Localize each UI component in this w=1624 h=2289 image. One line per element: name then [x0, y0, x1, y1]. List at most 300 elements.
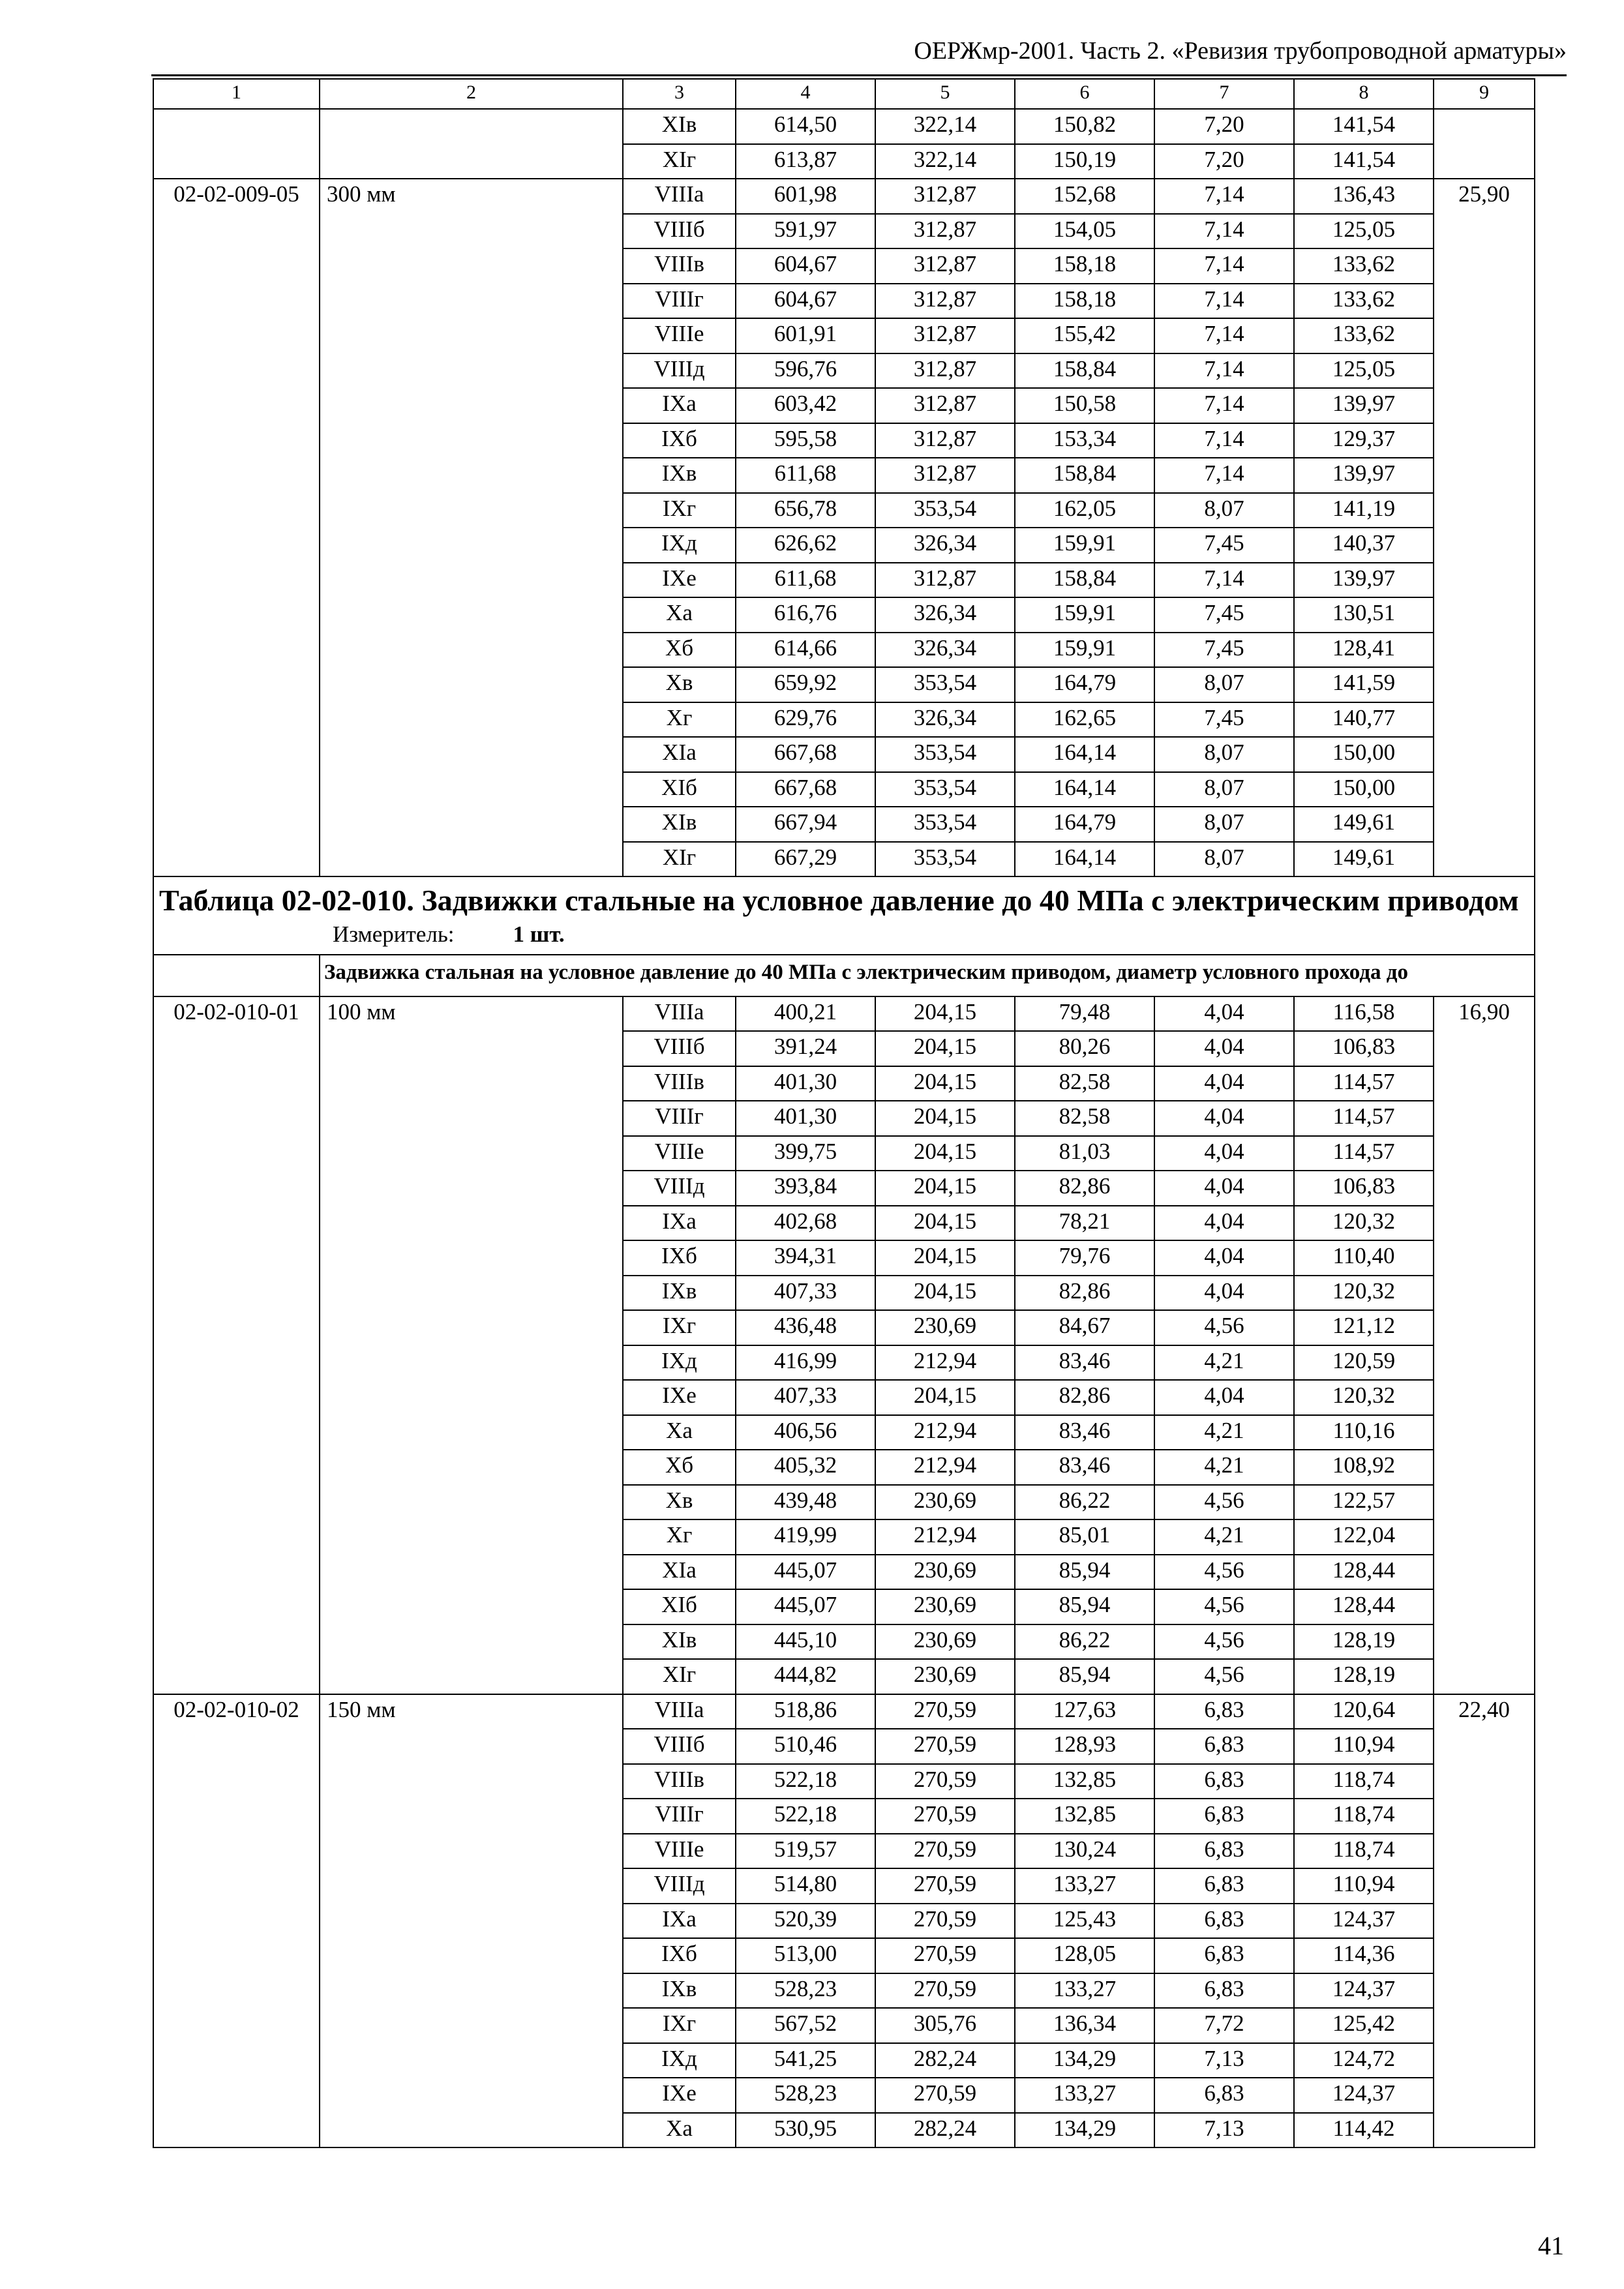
value-cell: 611,68: [736, 458, 875, 493]
value-cell: 8,07: [1154, 772, 1294, 807]
value-cell: 270,59: [875, 1904, 1015, 1939]
value-cell: 149,61: [1294, 807, 1434, 842]
value-cell: 81,03: [1015, 1136, 1154, 1171]
value-cell: 149,61: [1294, 842, 1434, 877]
value-cell: 353,54: [875, 772, 1015, 807]
value-cell: 85,94: [1015, 1589, 1154, 1624]
zone-cell: XIв: [623, 807, 736, 842]
value-cell: 353,54: [875, 842, 1015, 877]
value-cell: 6,83: [1154, 1904, 1294, 1939]
zone-cell: XIб: [623, 1589, 736, 1624]
value-cell: 7,20: [1154, 144, 1294, 179]
page-header: ОЕРЖмр-2001. Часть 2. «Ревизия трубопроводной арматуры»: [914, 37, 1567, 65]
value-cell: 82,58: [1015, 1101, 1154, 1136]
value-cell: 128,93: [1015, 1729, 1154, 1764]
value-cell: 114,57: [1294, 1136, 1434, 1171]
value-cell: 158,84: [1015, 563, 1154, 598]
value-cell: 4,21: [1154, 1450, 1294, 1485]
value-cell: 128,44: [1294, 1555, 1434, 1590]
zone-cell: IXв: [623, 1973, 736, 2009]
column-number: 4: [736, 79, 875, 109]
value-cell: 326,34: [875, 597, 1015, 633]
measure-line: [333, 919, 1529, 950]
column-number: 7: [1154, 79, 1294, 109]
value-cell: 106,83: [1294, 1171, 1434, 1206]
value-cell: 7,14: [1154, 388, 1294, 423]
value-cell: 141,59: [1294, 667, 1434, 702]
value-cell: 7,14: [1154, 563, 1294, 598]
value-cell: 591,97: [736, 214, 875, 249]
value-cell: 6,83: [1154, 2078, 1294, 2113]
value-cell: 282,24: [875, 2113, 1015, 2148]
value-cell: 6,83: [1154, 1973, 1294, 2009]
value-cell: 312,87: [875, 423, 1015, 458]
value-cell: 659,92: [736, 667, 875, 702]
column-number: 9: [1434, 79, 1535, 109]
value-cell: 312,87: [875, 318, 1015, 353]
value-cell: 164,79: [1015, 667, 1154, 702]
value-cell: 230,69: [875, 1624, 1015, 1660]
value-cell: 124,37: [1294, 1904, 1434, 1939]
value-cell: 7,14: [1154, 353, 1294, 389]
value-cell: 667,29: [736, 842, 875, 877]
value-cell: 150,82: [1015, 109, 1154, 144]
value-cell: 8,07: [1154, 667, 1294, 702]
value-cell: 7,45: [1154, 528, 1294, 563]
value-cell: 4,04: [1154, 996, 1294, 1032]
value-cell: 108,92: [1294, 1450, 1434, 1485]
value-cell: 7,45: [1154, 702, 1294, 738]
value-cell: 4,04: [1154, 1206, 1294, 1241]
value-cell: 204,15: [875, 996, 1015, 1032]
zone-cell: VIIIв: [623, 1066, 736, 1101]
value-cell: 164,79: [1015, 807, 1154, 842]
value-cell: 133,27: [1015, 2078, 1154, 2113]
value-cell: 118,74: [1294, 1799, 1434, 1834]
value-cell: 444,82: [736, 1659, 875, 1694]
value-cell: 204,15: [875, 1136, 1015, 1171]
value-cell: 82,86: [1015, 1171, 1154, 1206]
zone-cell: VIIIд: [623, 1171, 736, 1206]
value-cell: 8,07: [1154, 842, 1294, 877]
value-cell: 393,84: [736, 1171, 875, 1206]
value-cell: 124,37: [1294, 1973, 1434, 2009]
value-cell: 230,69: [875, 1310, 1015, 1345]
rates-table: [153, 78, 1535, 2148]
value-cell: 282,24: [875, 2043, 1015, 2078]
value-cell: 4,56: [1154, 1555, 1294, 1590]
zone-cell: XIв: [623, 109, 736, 144]
value-cell: 159,91: [1015, 528, 1154, 563]
value-cell: 164,14: [1015, 737, 1154, 772]
zone-cell: IXа: [623, 1904, 736, 1939]
value-cell: 139,97: [1294, 388, 1434, 423]
value-cell: 204,15: [875, 1276, 1015, 1311]
page-number: 41: [1538, 2231, 1564, 2260]
value-cell: 312,87: [875, 388, 1015, 423]
value-cell: 85,94: [1015, 1555, 1154, 1590]
subtitle-empty-cell: [153, 955, 320, 996]
value-cell: 439,48: [736, 1485, 875, 1520]
value-cell: 436,48: [736, 1310, 875, 1345]
value-cell: 322,14: [875, 144, 1015, 179]
column-number: 1: [153, 79, 320, 109]
zone-cell: Xг: [623, 702, 736, 738]
zone-cell: VIIIг: [623, 1101, 736, 1136]
mass-cell: 25,90: [1434, 179, 1535, 876]
value-cell: 80,26: [1015, 1031, 1154, 1066]
value-cell: 164,14: [1015, 842, 1154, 877]
value-cell: 122,04: [1294, 1519, 1434, 1555]
value-cell: 114,57: [1294, 1066, 1434, 1101]
table-row: [153, 179, 1535, 214]
value-cell: 567,52: [736, 2008, 875, 2043]
value-cell: 7,45: [1154, 597, 1294, 633]
rate-description: 300 мм: [320, 179, 623, 876]
value-cell: 120,32: [1294, 1380, 1434, 1415]
value-cell: 270,59: [875, 1729, 1015, 1764]
value-cell: 114,57: [1294, 1101, 1434, 1136]
value-cell: 667,68: [736, 737, 875, 772]
value-cell: 79,48: [1015, 996, 1154, 1032]
zone-cell: IXв: [623, 1276, 736, 1311]
value-cell: 8,07: [1154, 807, 1294, 842]
value-cell: 133,27: [1015, 1868, 1154, 1904]
value-cell: 133,62: [1294, 318, 1434, 353]
table-title-cell: [153, 876, 1535, 955]
zone-cell: VIIIв: [623, 1764, 736, 1799]
value-cell: 118,74: [1294, 1764, 1434, 1799]
value-cell: 528,23: [736, 1973, 875, 2009]
value-cell: 83,46: [1015, 1345, 1154, 1381]
value-cell: 270,59: [875, 1834, 1015, 1869]
zone-cell: XIв: [623, 1624, 736, 1660]
value-cell: 230,69: [875, 1555, 1015, 1590]
mass-cell: 22,40: [1434, 1694, 1535, 2148]
value-cell: 416,99: [736, 1345, 875, 1381]
value-cell: 124,37: [1294, 2078, 1434, 2113]
value-cell: 613,87: [736, 144, 875, 179]
value-cell: 6,83: [1154, 1764, 1294, 1799]
value-cell: 353,54: [875, 737, 1015, 772]
value-cell: 116,58: [1294, 996, 1434, 1032]
column-number: 8: [1294, 79, 1434, 109]
value-cell: 6,83: [1154, 1694, 1294, 1729]
value-cell: 204,15: [875, 1031, 1015, 1066]
value-cell: 158,18: [1015, 284, 1154, 319]
value-cell: 270,59: [875, 1973, 1015, 2009]
value-cell: 7,14: [1154, 318, 1294, 353]
value-cell: 230,69: [875, 1589, 1015, 1624]
zone-cell: IXе: [623, 2078, 736, 2113]
value-cell: 159,91: [1015, 597, 1154, 633]
value-cell: 204,15: [875, 1171, 1015, 1206]
value-cell: 150,00: [1294, 772, 1434, 807]
value-cell: 130,24: [1015, 1834, 1154, 1869]
value-cell: 614,66: [736, 633, 875, 668]
zone-cell: IXд: [623, 2043, 736, 2078]
value-cell: 204,15: [875, 1380, 1015, 1415]
value-cell: 401,30: [736, 1066, 875, 1101]
value-cell: 212,94: [875, 1415, 1015, 1450]
value-cell: 110,94: [1294, 1868, 1434, 1904]
subtitle-row: [153, 955, 1535, 996]
value-cell: 353,54: [875, 493, 1015, 528]
zone-cell: Xа: [623, 2113, 736, 2148]
value-cell: 596,76: [736, 353, 875, 389]
value-cell: 4,21: [1154, 1415, 1294, 1450]
rate-code: 02-02-010-01: [153, 996, 320, 1694]
value-cell: 614,50: [736, 109, 875, 144]
value-cell: 7,14: [1154, 179, 1294, 214]
value-cell: 86,22: [1015, 1485, 1154, 1520]
value-cell: 604,67: [736, 248, 875, 284]
value-cell: 114,42: [1294, 2113, 1434, 2148]
value-cell: 4,56: [1154, 1310, 1294, 1345]
value-cell: 353,54: [875, 807, 1015, 842]
value-cell: 114,36: [1294, 1938, 1434, 1973]
value-cell: 7,14: [1154, 458, 1294, 493]
value-cell: 519,57: [736, 1834, 875, 1869]
column-number: 3: [623, 79, 736, 109]
rate-code: 02-02-010-02: [153, 1694, 320, 2148]
value-cell: 8,07: [1154, 737, 1294, 772]
zone-cell: Xв: [623, 1485, 736, 1520]
value-cell: 127,63: [1015, 1694, 1154, 1729]
value-cell: 513,00: [736, 1938, 875, 1973]
value-cell: 84,67: [1015, 1310, 1154, 1345]
value-cell: 322,14: [875, 109, 1015, 144]
value-cell: 402,68: [736, 1206, 875, 1241]
value-cell: 305,76: [875, 2008, 1015, 2043]
value-cell: 4,56: [1154, 1659, 1294, 1694]
value-cell: 4,04: [1154, 1276, 1294, 1311]
value-cell: 4,04: [1154, 1380, 1294, 1415]
value-cell: 83,46: [1015, 1415, 1154, 1450]
value-cell: 132,85: [1015, 1799, 1154, 1834]
value-cell: 326,34: [875, 633, 1015, 668]
value-cell: 110,40: [1294, 1240, 1434, 1276]
measure-label: Измеритель:: [333, 921, 455, 947]
zone-cell: VIIIе: [623, 318, 736, 353]
column-number-row: [153, 79, 1535, 109]
value-cell: 667,68: [736, 772, 875, 807]
value-cell: 626,62: [736, 528, 875, 563]
value-cell: 212,94: [875, 1345, 1015, 1381]
value-cell: 4,04: [1154, 1136, 1294, 1171]
value-cell: 128,05: [1015, 1938, 1154, 1973]
value-cell: 405,32: [736, 1450, 875, 1485]
value-cell: 118,74: [1294, 1834, 1434, 1869]
value-cell: 326,34: [875, 702, 1015, 738]
value-cell: 120,32: [1294, 1206, 1434, 1241]
zone-cell: VIIIд: [623, 353, 736, 389]
value-cell: 134,29: [1015, 2043, 1154, 2078]
value-cell: 6,83: [1154, 1729, 1294, 1764]
value-cell: 158,18: [1015, 248, 1154, 284]
value-cell: 629,76: [736, 702, 875, 738]
value-cell: 162,65: [1015, 702, 1154, 738]
value-cell: 124,72: [1294, 2043, 1434, 2078]
value-cell: 78,21: [1015, 1206, 1154, 1241]
value-cell: 522,18: [736, 1799, 875, 1834]
value-cell: 270,59: [875, 1694, 1015, 1729]
value-cell: 419,99: [736, 1519, 875, 1555]
value-cell: 601,98: [736, 179, 875, 214]
value-cell: 4,56: [1154, 1589, 1294, 1624]
zone-cell: Xб: [623, 1450, 736, 1485]
value-cell: 353,54: [875, 667, 1015, 702]
zone-cell: IXг: [623, 1310, 736, 1345]
column-number: 6: [1015, 79, 1154, 109]
value-cell: 312,87: [875, 248, 1015, 284]
value-cell: 120,64: [1294, 1694, 1434, 1729]
value-cell: 204,15: [875, 1206, 1015, 1241]
value-cell: 4,56: [1154, 1624, 1294, 1660]
value-cell: 6,83: [1154, 1799, 1294, 1834]
value-cell: 133,62: [1294, 284, 1434, 319]
value-cell: 125,05: [1294, 214, 1434, 249]
value-cell: 106,83: [1294, 1031, 1434, 1066]
value-cell: 400,21: [736, 996, 875, 1032]
value-cell: 164,14: [1015, 772, 1154, 807]
value-cell: 514,80: [736, 1868, 875, 1904]
value-cell: 270,59: [875, 1938, 1015, 1973]
value-cell: 312,87: [875, 284, 1015, 319]
value-cell: 399,75: [736, 1136, 875, 1171]
value-cell: 141,54: [1294, 144, 1434, 179]
zone-cell: IXг: [623, 493, 736, 528]
value-cell: 150,00: [1294, 737, 1434, 772]
zone-cell: IXг: [623, 2008, 736, 2043]
zone-cell: IXе: [623, 563, 736, 598]
value-cell: 128,19: [1294, 1624, 1434, 1660]
zone-cell: Xг: [623, 1519, 736, 1555]
value-cell: 128,19: [1294, 1659, 1434, 1694]
zone-cell: IXд: [623, 1345, 736, 1381]
value-cell: 85,94: [1015, 1659, 1154, 1694]
mass-cell: [1434, 109, 1535, 179]
zone-cell: Xа: [623, 597, 736, 633]
value-cell: 595,58: [736, 423, 875, 458]
value-cell: 312,87: [875, 214, 1015, 249]
value-cell: 155,42: [1015, 318, 1154, 353]
zone-cell: VIIIб: [623, 214, 736, 249]
zone-cell: VIIIг: [623, 284, 736, 319]
section-subtitle: Задвижка стальная на условное давление до 40 МПа с электрическим приводом, диаметр условного прохода до: [320, 955, 1535, 996]
zone-cell: IXд: [623, 528, 736, 563]
value-cell: 4,21: [1154, 1345, 1294, 1381]
zone-cell: IXв: [623, 458, 736, 493]
rate-description: [320, 109, 623, 179]
value-cell: 162,05: [1015, 493, 1154, 528]
value-cell: 7,14: [1154, 248, 1294, 284]
value-cell: 133,62: [1294, 248, 1434, 284]
value-cell: 4,04: [1154, 1240, 1294, 1276]
zone-cell: XIб: [623, 772, 736, 807]
value-cell: 4,56: [1154, 1485, 1294, 1520]
value-cell: 4,04: [1154, 1066, 1294, 1101]
value-cell: 122,57: [1294, 1485, 1434, 1520]
table-title-row: [153, 876, 1535, 955]
value-cell: 541,25: [736, 2043, 875, 2078]
value-cell: 158,84: [1015, 353, 1154, 389]
value-cell: 407,33: [736, 1276, 875, 1311]
rate-code: [153, 109, 320, 179]
table-body: [153, 79, 1535, 2147]
zone-cell: XIг: [623, 144, 736, 179]
value-cell: 8,07: [1154, 493, 1294, 528]
value-cell: 150,58: [1015, 388, 1154, 423]
rate-description: 100 мм: [320, 996, 623, 1694]
value-cell: 667,94: [736, 807, 875, 842]
zone-cell: IXе: [623, 1380, 736, 1415]
value-cell: 7,72: [1154, 2008, 1294, 2043]
value-cell: 401,30: [736, 1101, 875, 1136]
value-cell: 152,68: [1015, 179, 1154, 214]
table-row: [153, 996, 1535, 1032]
value-cell: 518,86: [736, 1694, 875, 1729]
value-cell: 204,15: [875, 1101, 1015, 1136]
zone-cell: VIIIд: [623, 1868, 736, 1904]
zone-cell: IXб: [623, 423, 736, 458]
value-cell: 204,15: [875, 1066, 1015, 1101]
value-cell: 530,95: [736, 2113, 875, 2148]
value-cell: 312,87: [875, 353, 1015, 389]
table-row: [153, 1694, 1535, 1729]
value-cell: 136,34: [1015, 2008, 1154, 2043]
value-cell: 391,24: [736, 1031, 875, 1066]
value-cell: 6,83: [1154, 1834, 1294, 1869]
value-cell: 270,59: [875, 1799, 1015, 1834]
column-number: 2: [320, 79, 623, 109]
zone-cell: XIа: [623, 1555, 736, 1590]
table-row: [153, 109, 1535, 144]
value-cell: 133,27: [1015, 1973, 1154, 2009]
value-cell: 158,84: [1015, 458, 1154, 493]
table-title: Таблица 02-02-010. Задвижки стальные на условное давление до 40 МПа с электрическим приводом: [159, 884, 1519, 917]
value-cell: 120,32: [1294, 1276, 1434, 1311]
value-cell: 129,37: [1294, 423, 1434, 458]
zone-cell: XIг: [623, 1659, 736, 1694]
value-cell: 159,91: [1015, 633, 1154, 668]
value-cell: 616,76: [736, 597, 875, 633]
value-cell: 4,04: [1154, 1101, 1294, 1136]
value-cell: 4,21: [1154, 1519, 1294, 1555]
value-cell: 7,13: [1154, 2113, 1294, 2148]
value-cell: 110,16: [1294, 1415, 1434, 1450]
value-cell: 82,86: [1015, 1276, 1154, 1311]
value-cell: 528,23: [736, 2078, 875, 2113]
mass-cell: 16,90: [1434, 996, 1535, 1694]
rate-code: 02-02-009-05: [153, 179, 320, 876]
value-cell: 110,94: [1294, 1729, 1434, 1764]
value-cell: 394,31: [736, 1240, 875, 1276]
zone-cell: XIа: [623, 737, 736, 772]
value-cell: 134,29: [1015, 2113, 1154, 2148]
value-cell: 121,12: [1294, 1310, 1434, 1345]
zone-cell: IXа: [623, 388, 736, 423]
value-cell: 312,87: [875, 563, 1015, 598]
value-cell: 141,54: [1294, 109, 1434, 144]
value-cell: 7,20: [1154, 109, 1294, 144]
value-cell: 656,78: [736, 493, 875, 528]
value-cell: 83,46: [1015, 1450, 1154, 1485]
header-rule: [151, 74, 1567, 76]
value-cell: 139,97: [1294, 563, 1434, 598]
value-cell: 82,58: [1015, 1066, 1154, 1101]
zone-cell: Xа: [623, 1415, 736, 1450]
